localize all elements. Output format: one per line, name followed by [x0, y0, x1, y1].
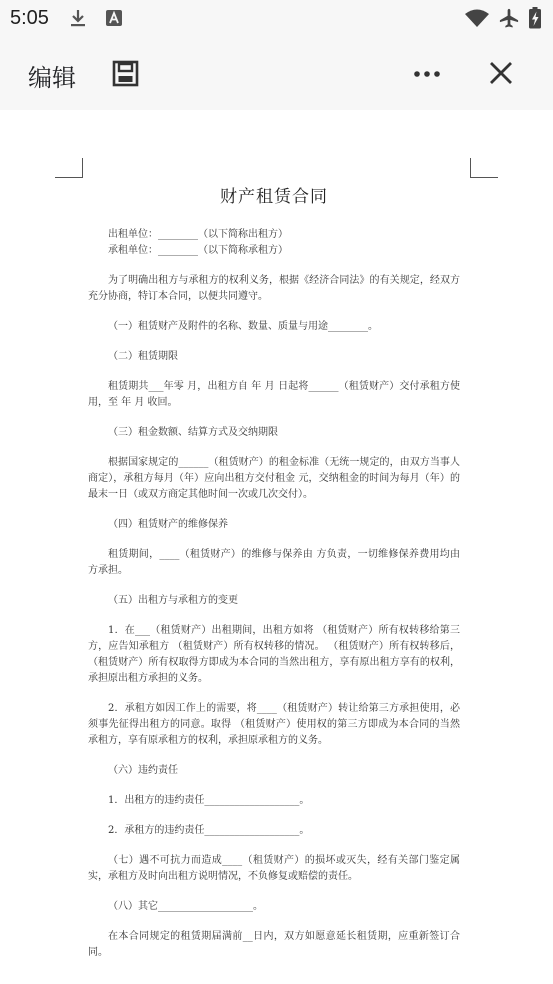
edit-button[interactable]: 编辑 — [28, 64, 76, 92]
wifi-icon — [464, 8, 490, 28]
airplane-icon — [497, 8, 521, 28]
paragraph: 2．承租方如因工作上的需要，将____（租赁财产）转让给第三方承担使用，必须事先征得出租方的同意。取得 （租赁财产）使用权的第三方即成为本合同的当然承租方，享有原承租方的权利，承担原承租方的义务。 — [88, 703, 460, 746]
margin-corner-right — [470, 158, 498, 178]
paragraph: 1．出租方的违约责任___________________。 — [108, 795, 310, 806]
paragraph: 根据国家规定的______（租赁财产）的租金标准（无统一规定的，由双方当事人商定），承租方每月（年）应向出租方交付租金 元，交纳租金的时间为每月（年）的最末一日（或双方商定其他时间一次或几次交付）。 — [88, 457, 460, 500]
lessor-line: 出租单位：________（以下简称出租方） — [108, 229, 288, 240]
paragraph: 为了明确出租方与承租方的权利义务，根据《经济合同法》的有关规定，经双方充分协商，特订本合同，以便共同遵守。 — [88, 275, 460, 302]
paragraph: 租赁期间，____（租赁财产）的维修与保养由 方负责，一切维修保养费用均由 方承担。 — [88, 549, 460, 576]
document-title: 财产租赁合同 — [220, 187, 328, 207]
clause-heading: （四）租赁财产的维修保养 — [108, 519, 228, 530]
clause-heading: （六）违约责任 — [108, 765, 178, 776]
clause-heading: （二）租赁期限 — [108, 351, 178, 362]
paragraph: 1．在___（租赁财产）出租期间，出租方如将 （租赁财产）所有权转移给第三方，应告知承租方 （租赁财产）所有权转移的情况。 （租赁财产）所有权转移后， （租赁财产）所有权取得方即成为本合同的当然出租方，享有原出租方享有的权利，承担原出租方承担的义务。 — [88, 625, 460, 684]
paragraph: 租赁期共___年零 月，出租方自 年 月 日起将______（租赁财产）交付承租方使用，至 年 月 收回。 — [88, 381, 460, 408]
paragraph: （八）其它___________________。 — [108, 901, 263, 912]
lessee-line: 承租单位：________（以下简称承租方） — [108, 245, 288, 256]
parties-block — [88, 227, 460, 259]
document-body — [88, 182, 460, 975]
status-time: 5:05 — [10, 7, 49, 29]
app-toolbar — [0, 38, 553, 110]
clause-heading: （三）租金数额、结算方式及交纳期限 — [108, 427, 278, 438]
more-icon[interactable] — [413, 70, 441, 78]
close-icon[interactable] — [489, 61, 513, 85]
document-page[interactable] — [0, 110, 553, 984]
battery-charging-icon — [528, 7, 542, 29]
paragraph: 2．承租方的违约责任___________________。 — [108, 825, 310, 836]
paragraph: 在本合同规定的租赁期届满前__日内，双方如愿意延长租赁期，应重新签订合同。 — [88, 931, 460, 958]
save-icon[interactable] — [112, 60, 139, 87]
clause-heading: （一）租赁财产及附件的名称、数量、质量与用途________。 — [108, 321, 378, 332]
status-bar — [0, 0, 553, 38]
download-icon — [68, 8, 88, 28]
paragraph: （七）遇不可抗力而造成____（租赁财产）的损坏或灭失，经有关部门鉴定属实，承租方及时向出租方说明情况，不负修复或赔偿的责任。 — [88, 855, 460, 882]
clause-heading: （五）出租方与承租方的变更 — [108, 595, 238, 606]
margin-corner-left — [55, 158, 83, 178]
text-a-icon — [104, 8, 124, 28]
